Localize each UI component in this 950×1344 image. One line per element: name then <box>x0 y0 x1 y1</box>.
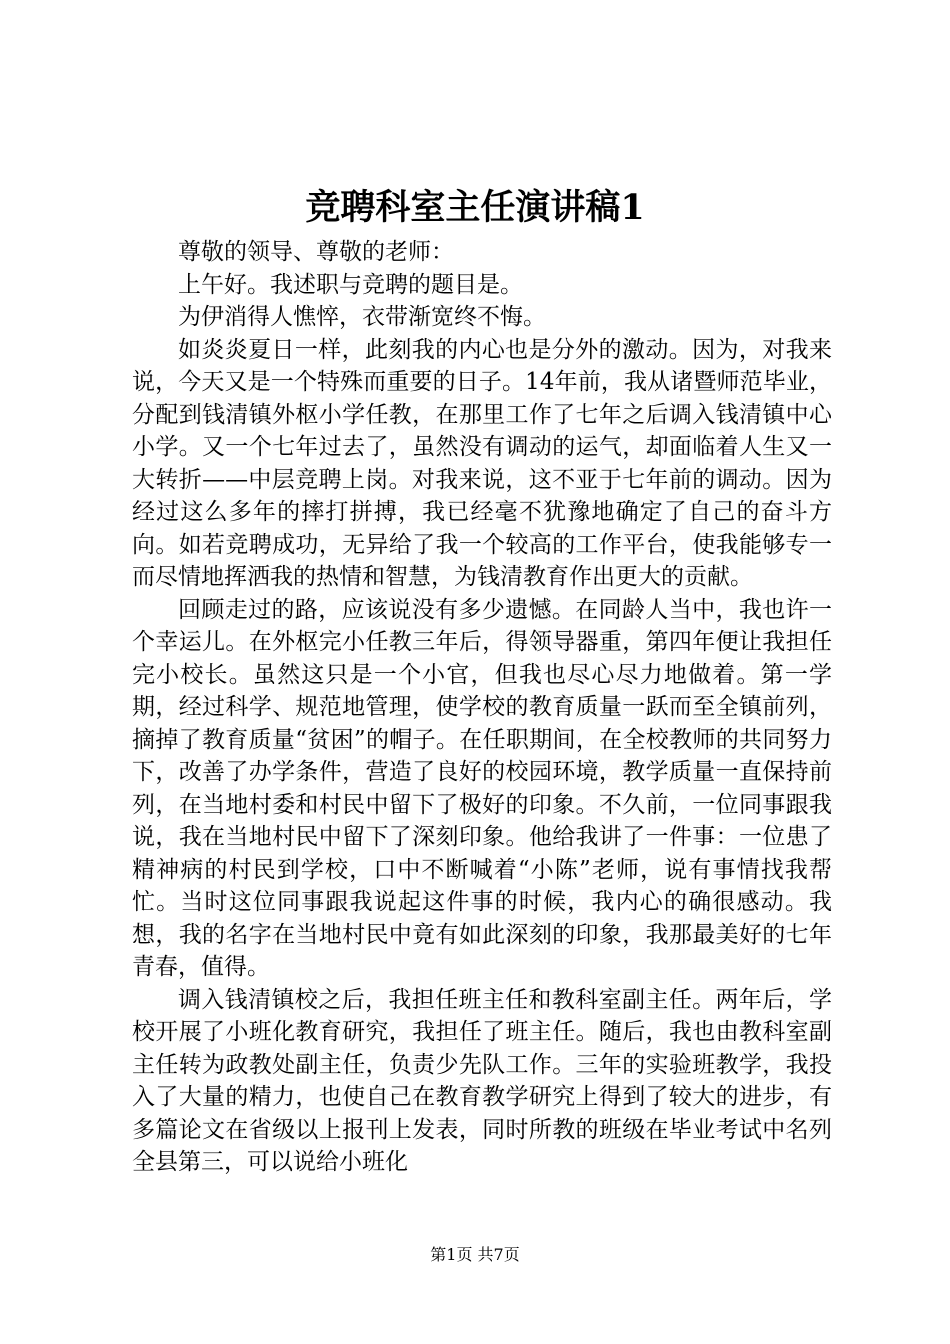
paragraph-quote: 为伊消得人憔悴，衣带渐宽终不悔。 <box>178 304 546 330</box>
paragraph-intro: 如炎炎夏日一样，此刻我的内心也是分外的激动。因为，对我来说，今天又是一个特殊而重要的日子。14年前，我从诸暨师范毕业，分配到钱清镇外枢小学任教，在那里工作了七年之后调入钱清镇中心小学。又一个七年过去了，虽然没有调动的运气，却面临着人生又一大转折——中层竞聘上岗。对我来说，这不亚于七年前的调动。因为经过这么多年的摔打拼搏，我已经毫不犹豫地确定了自己的奋斗方向。如若竞聘成功，无异给了我一个较高的工作平台，使我能够专一而尽情地挥洒我的热情和智慧，为钱清教育作出更大的贡献。 <box>132 336 832 590</box>
paragraph-greeting: 上午好。我述职与竞聘的题目是。 <box>178 271 523 298</box>
paragraph-salutation: 尊敬的领导、尊敬的老师： <box>178 239 454 265</box>
page-number-footer: 第1页 共7页 <box>430 1245 520 1264</box>
document-body <box>132 236 832 1179</box>
paragraph-review: 回顾走过的路，应该说没有多少遗憾。在同龄人当中，我也许一个幸运儿。在外枢完小任教三年后，得领导器重，第四年便让我担任完小校长。虽然这只是一个小官，但我也尽心尽力地做着。第一学期，经过科学、规范地管理，使学校的教育质量一跃而至全镇前列，摘掉了教育质量“贫困”的帽子。在任职期间，在全校教师的共同努力下，改善了办学条件，营造了良好的校园环境，教学质量一直保持前列，在当地村委和村民中留下了极好的印象。不久前，一位同事跟我说，我在当地村民中留下了深刻印象。他给我讲了一件事：一位患了精神病的村民到学校，口中不断喊着“小陈”老师，说有事情找我帮忙。当时这位同事跟我说起这件事的时候，我内心的确很感动。我想，我的名字在当地村民中竟有如此深刻的印象，我那最美好的七年青春，值得。 <box>132 596 832 980</box>
paragraph-transfer: 调入钱清镇校之后，我担任班主任和教科室副主任。两年后，学校开展了小班化教育研究，我担任了班主任。随后，我也由教科室副主任转为政教处副主任，负责少先队工作。三年的实验班教学，我投入了大量的精力，也使自己在教育教学研究上得到了较大的进步，有多篇论文在省级以上报刊上发表，同时所教的班级在毕业考试中名列全县第三，可以说给小班化 <box>132 986 832 1175</box>
document-title: 竞聘科室主任演讲稿1 <box>305 187 645 228</box>
